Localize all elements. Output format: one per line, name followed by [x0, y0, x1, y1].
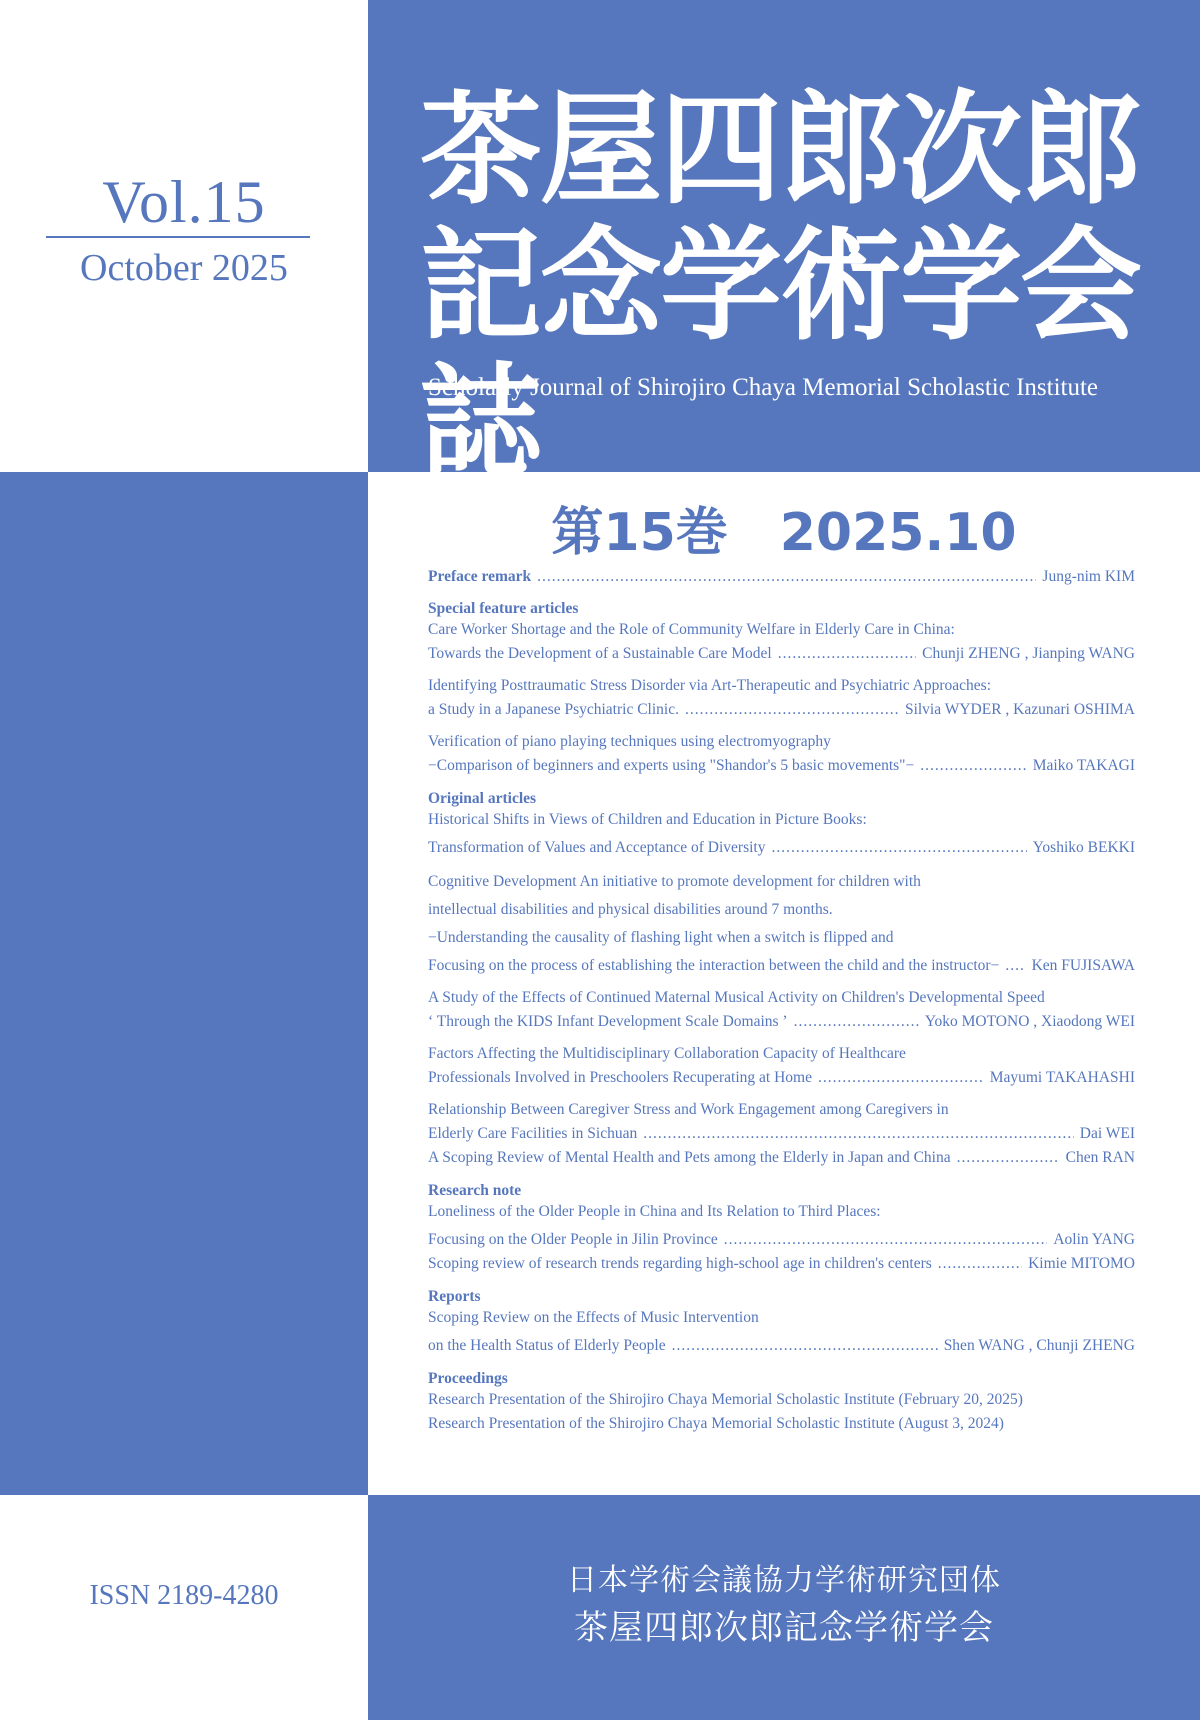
- leader-dots: [957, 1146, 1060, 1170]
- entry-title: Focusing on the process of establishing the interaction between the child and the instructor−: [428, 957, 1000, 974]
- entry-author: Yoshiko BEKKI: [1032, 839, 1135, 856]
- entry-title: Focusing on the Older People in Jilin Province: [428, 1231, 718, 1248]
- toc-entry: [428, 1066, 1135, 1090]
- toc-entry: [428, 1122, 1135, 1146]
- table-of-contents: [428, 568, 1135, 1436]
- entry-title: Professionals Involved in Preschoolers Recuperating at Home: [428, 1069, 812, 1086]
- toc-entry: [428, 1334, 1135, 1358]
- entry-author: Chunji ZHENG , Jianping WANG: [922, 645, 1135, 662]
- leader-dots: [643, 1122, 1074, 1146]
- entry-title: Research Presentation of the Shirojiro Chaya Memorial Scholastic Institute (August 3, 2024): [428, 1415, 1004, 1432]
- toc-entry: [428, 952, 1135, 980]
- section-heading-research-note: Research note: [428, 1182, 522, 1199]
- entry-title: Transformation of Values and Acceptance of Diversity: [428, 839, 766, 856]
- organization-designation: 日本学術会議協力学術研究団体: [567, 1563, 1001, 1598]
- section-heading-original: Original articles: [428, 790, 537, 807]
- journal-title-japanese: [420, 79, 1180, 493]
- entry-title: Scoping review of research trends regarding high-school age in children's centers: [428, 1255, 932, 1272]
- issue-date: October 2025: [80, 247, 288, 289]
- issn-number: ISSN 2189-4280: [89, 1580, 279, 1611]
- entry-title: Identifying Posttraumatic Stress Disorder via Art-Therapeutic and Psychiatric Approaches:: [428, 677, 992, 694]
- entry-title: Towards the Development of a Sustainable Care Model: [428, 645, 772, 662]
- entry-title: A Study of the Effects of Continued Maternal Musical Activity on Children's Developmental Speed: [428, 989, 1045, 1006]
- entry-title: A Scoping Review of Mental Health and Pets among the Elderly in Japan and China: [428, 1149, 951, 1166]
- preface-label: Preface remark: [428, 568, 532, 585]
- section-heading-special: Special feature articles: [428, 600, 579, 617]
- entry-author: Kimie MITOMO: [1028, 1255, 1135, 1272]
- entry-author: Yoko MOTONO , Xiaodong WEI: [924, 1013, 1135, 1030]
- entry-title: Factors Affecting the Multidisciplinary Collaboration Capacity of Healthcare: [428, 1045, 906, 1062]
- entry-title: Scoping Review on the Effects of Music Intervention: [428, 1309, 759, 1326]
- toc-entry: [428, 1010, 1135, 1034]
- title-line-1: 茶屋四郎次郎: [420, 79, 1140, 221]
- leader-dots: [771, 836, 1026, 860]
- toc-entry: [428, 698, 1135, 722]
- leader-dots: [1005, 952, 1025, 980]
- volume-label: Vol.15: [102, 169, 266, 235]
- leader-dots: [537, 568, 1036, 586]
- entry-title: Care Worker Shortage and the Role of Community Welfare in Elderly Care in China:: [428, 621, 955, 638]
- toc-entry: [428, 1252, 1135, 1276]
- entry-author: Ken FUJISAWA: [1031, 957, 1135, 974]
- section-heading-proceedings: Proceedings: [428, 1370, 508, 1387]
- entry-title: Loneliness of the Older People in China and Its Relation to Third Places:: [428, 1203, 881, 1220]
- leader-dots: [724, 1228, 1048, 1252]
- entry-title: −Comparison of beginners and experts using "Shandor's 5 basic movements"−: [428, 757, 915, 774]
- entry-title: intellectual disabilities and physical disabilities around 7 months.: [428, 901, 833, 918]
- volume-divider: [46, 236, 310, 238]
- organization-name: 茶屋四郎次郎記念学術学会: [574, 1608, 994, 1648]
- entry-title: Elderly Care Facilities in Sichuan: [428, 1125, 638, 1142]
- entry-author: Aolin YANG: [1053, 1231, 1135, 1248]
- toc-entry: [428, 1228, 1135, 1252]
- entry-author: Maiko TAKAGI: [1032, 757, 1135, 774]
- leader-dots: [818, 1066, 984, 1090]
- entry-author: Silvia WYDER , Kazunari OSHIMA: [904, 701, 1135, 718]
- section-heading-reports: Reports: [428, 1288, 481, 1305]
- leader-dots: [685, 698, 899, 722]
- toc-entry: [428, 642, 1135, 666]
- leader-dots: [920, 754, 1027, 778]
- entry-title: Research Presentation of the Shirojiro Chaya Memorial Scholastic Institute (February 20, 2025): [428, 1391, 1023, 1408]
- entry-author: Shen WANG , Chunji ZHENG: [943, 1337, 1135, 1354]
- leader-dots: [672, 1334, 938, 1358]
- entry-title: a Study in a Japanese Psychiatric Clinic.: [428, 701, 679, 718]
- entry-author: Mayumi TAKAHASHI: [989, 1069, 1135, 1086]
- journal-title-english: Scholarly Journal of Shirojiro Chaya Memorial Scholastic Institute: [428, 374, 1099, 401]
- entry-author: Chen RAN: [1065, 1149, 1135, 1166]
- entry-author: Jung-nim KIM: [1042, 568, 1135, 585]
- entry-title: Verification of piano playing techniques using electromyography: [428, 733, 831, 750]
- leader-dots: [938, 1252, 1022, 1276]
- entry-title: ‘ Through the KIDS Infant Development Scale Domains ’: [428, 1013, 788, 1030]
- entry-author: Dai WEI: [1079, 1125, 1135, 1142]
- entry-title: Historical Shifts in Views of Children and Education in Picture Books:: [428, 811, 867, 828]
- toc-entry: [428, 836, 1135, 860]
- preface-entry: [428, 568, 1135, 586]
- toc-entry: [428, 754, 1135, 778]
- entry-title: Relationship Between Caregiver Stress and Work Engagement among Caregivers in: [428, 1101, 949, 1118]
- entry-title: on the Health Status of Elderly People: [428, 1337, 666, 1354]
- toc-entry: [428, 1146, 1135, 1170]
- entry-title: Cognitive Development An initiative to promote development for children with: [428, 873, 921, 890]
- entry-title: −Understanding the causality of flashing light when a switch is flipped and: [428, 929, 894, 946]
- volume-heading: 第15巻 2025.10: [551, 503, 1017, 563]
- title-line-2: 記念学術学会誌: [420, 215, 1140, 493]
- middle-left-panel: [0, 472, 368, 1495]
- leader-dots: [778, 642, 916, 666]
- leader-dots: [794, 1010, 919, 1034]
